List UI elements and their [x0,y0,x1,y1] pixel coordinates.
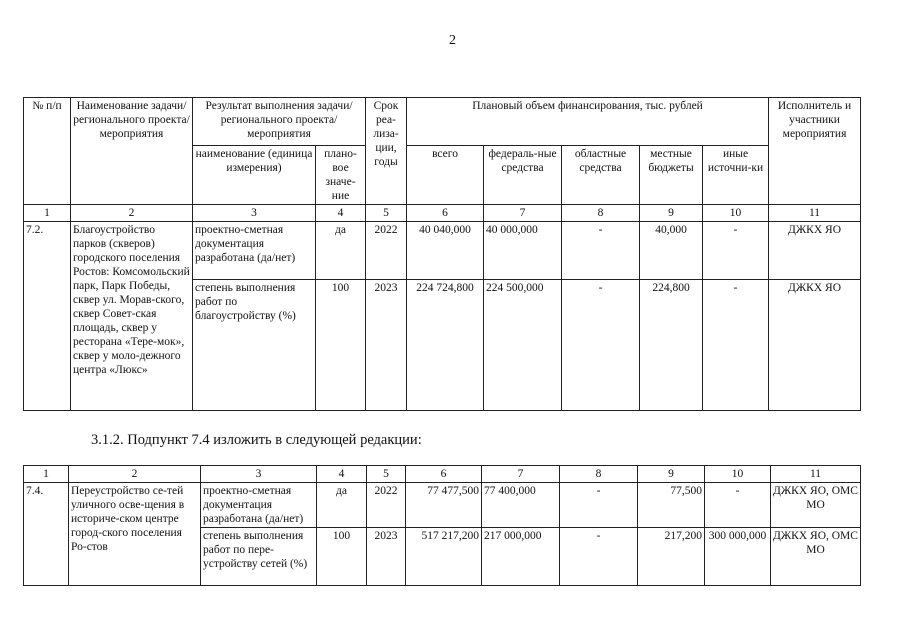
row-name: Переустройство се-тей уличного осве-щения в историче-ском центре город-ского поселения Ро-стов [69,483,201,586]
col-number: 4 [317,466,367,483]
financing-table-7-4 [23,465,861,586]
plan-value: 100 [316,280,366,411]
col-number: 1 [24,466,69,483]
executor: ДЖКХ ЯО, ОМС МО [771,528,861,586]
plan-value: да [316,222,366,280]
col-number: 3 [201,466,317,483]
header-total: всего [407,146,484,205]
header-federal: федераль-ные средства [484,146,562,205]
federal: 224 500,000 [484,280,562,411]
col-number: 8 [562,205,640,222]
local: 217,200 [638,528,705,586]
other: 300 000,000 [705,528,771,586]
table-row [24,222,861,280]
header-financing: Плановый объем финансирования, тыс. рублей [407,98,769,146]
executor: ДЖКХ ЯО [769,280,861,411]
federal: 217 000,000 [482,528,560,586]
header-regional: областные средства [562,146,640,205]
header-result-name: наименование (единица измерения) [193,146,316,205]
col-number: 7 [484,205,562,222]
local: 40,000 [640,222,703,280]
plan-value: 100 [317,528,367,586]
federal: 40 000,000 [484,222,562,280]
paragraph-instruction: 3.1.2. Подпункт 7.4 изложить в следующей редакции: [91,432,422,448]
financing-table-7-2 [23,97,861,411]
other: - [705,483,771,528]
table-row [24,483,861,528]
indicator: проектно-сметная документация разработана (да/нет) [193,222,316,280]
col-number: 6 [406,466,482,483]
col-number: 8 [560,466,638,483]
col-number: 2 [71,205,193,222]
total: 517 217,200 [406,528,482,586]
year: 2023 [366,280,407,411]
col-number: 2 [69,466,201,483]
col-number: 3 [193,205,316,222]
total: 40 040,000 [407,222,484,280]
executor: ДЖКХ ЯО, ОМС МО [771,483,861,528]
header-num: № п/п [24,98,71,205]
header-result: Результат выполнения задачи/регионального проекта/мероприятия [193,98,366,146]
header-term: Срок реа-лиза-ции, годы [366,98,407,205]
header-local: местные бюджеты [640,146,703,205]
local: 224,800 [640,280,703,411]
regional: - [562,222,640,280]
col-number: 7 [482,466,560,483]
indicator: проектно-сметная документация разработана (да/нет) [201,483,317,528]
col-number: 5 [366,205,407,222]
col-number: 10 [703,205,769,222]
regional: - [562,280,640,411]
year: 2022 [367,483,406,528]
header-name: Наименование задачи/ регионального проекта/ мероприятия [71,98,193,205]
col-number: 1 [24,205,71,222]
total: 77 477,500 [406,483,482,528]
col-number: 4 [316,205,366,222]
row-name: Благоустройство парков (скверов) городского поселения Ростов: Комсомольский парк, Парк Победы, сквер ул. Морав-ского, сквер Совет-ская площадь, сквер у ресторана «Тере-мок», сквер у моло-дежного центра «Люкс» [71,222,193,411]
year: 2023 [367,528,406,586]
row-num: 7.2. [24,222,71,411]
federal: 77 400,000 [482,483,560,528]
indicator: степень выполнения работ по благоустройству (%) [193,280,316,411]
header-executor: Исполнитель и участники мероприятия [769,98,861,205]
page-number: 2 [449,33,456,48]
other: - [703,280,769,411]
year: 2022 [366,222,407,280]
col-number: 6 [407,205,484,222]
executor: ДЖКХ ЯО [769,222,861,280]
regional: - [560,528,638,586]
header-result-plan: плано-вое значе-ние [316,146,366,205]
col-number: 5 [367,466,406,483]
other: - [703,222,769,280]
col-number: 11 [771,466,861,483]
col-number: 9 [640,205,703,222]
local: 77,500 [638,483,705,528]
total: 224 724,800 [407,280,484,411]
header-other: иные источни-ки [703,146,769,205]
col-number: 9 [638,466,705,483]
regional: - [560,483,638,528]
col-number: 10 [705,466,771,483]
indicator: степень выполнения работ по пере-устройству сетей (%) [201,528,317,586]
row-num: 7.4. [24,483,69,586]
plan-value: да [317,483,367,528]
col-number: 11 [769,205,861,222]
